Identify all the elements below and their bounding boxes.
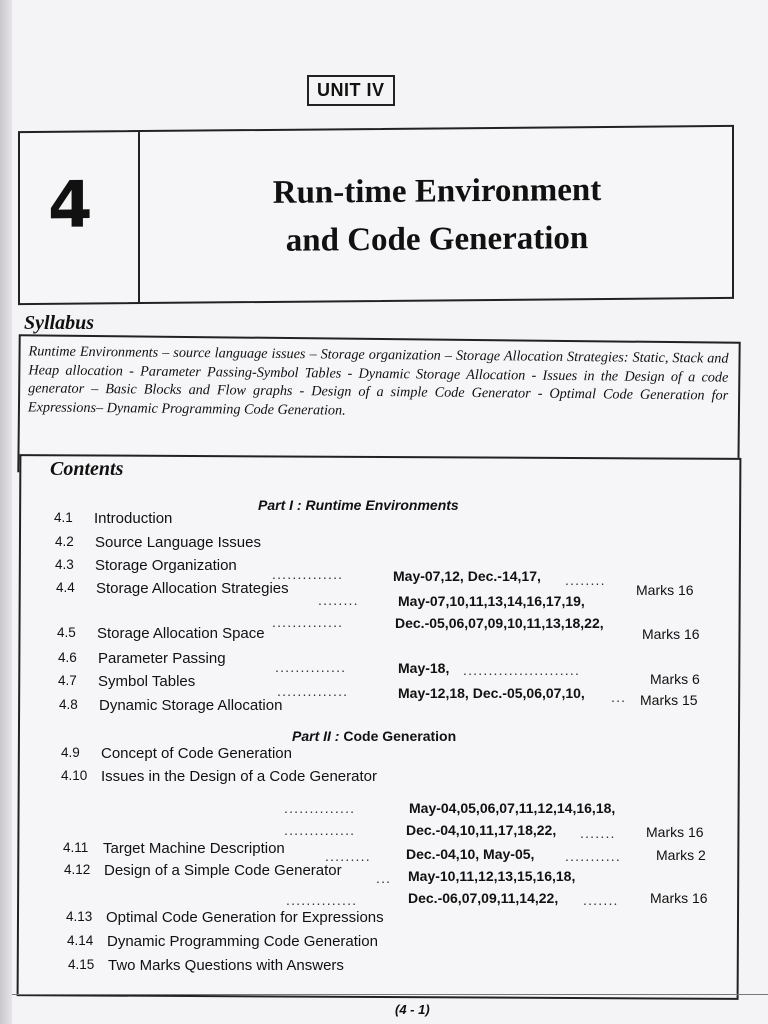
toc-number: 4.15 <box>68 957 95 972</box>
toc-number: 4.14 <box>67 933 94 948</box>
toc-title: Dynamic Programming Code Generation <box>107 933 378 950</box>
part1-prefix: Part I : <box>258 497 302 513</box>
marks: Marks 15 <box>640 692 698 708</box>
leader-dots: .............. <box>272 566 344 582</box>
chapter-number: 4 <box>48 168 93 243</box>
toc-title: Storage Organization <box>95 557 237 574</box>
part1-heading <box>258 497 459 513</box>
toc-title: Design of a Simple Code Generator <box>104 862 342 879</box>
marks: Marks 2 <box>656 847 706 863</box>
syllabus-heading: Syllabus <box>24 312 95 334</box>
toc-number: 4.4 <box>56 580 75 595</box>
toc-number: 4.11 <box>63 840 89 855</box>
toc-title: Issues in the Design of a Code Generator <box>101 768 377 785</box>
leader-dots: ........ <box>318 592 359 608</box>
toc-title: Source Language Issues <box>95 534 261 551</box>
toc-title: Storage Allocation Strategies <box>96 580 289 597</box>
chapter-title-line1: Run-time Environment <box>272 172 602 211</box>
marks: Marks 16 <box>636 582 694 598</box>
toc-number: 4.2 <box>55 534 74 549</box>
exam-years: May-12,18, Dec.-05,06,07,10, <box>398 685 585 701</box>
toc-title: Dynamic Storage Allocation <box>99 697 283 714</box>
leader-dots: .............. <box>286 892 358 908</box>
marks: Marks 6 <box>650 671 700 687</box>
page-number: (4 - 1) <box>395 1002 430 1017</box>
part2-title: Code Generation <box>343 728 457 744</box>
contents-heading: Contents <box>50 458 124 480</box>
marks: Marks 16 <box>646 824 704 840</box>
leader-dots: .............. <box>284 800 356 816</box>
leader-dots: ... <box>376 870 392 886</box>
chapter-number-cell <box>20 132 140 303</box>
toc-number: 4.5 <box>57 625 76 640</box>
exam-years: Dec.-05,06,07,09,10,11,13,18,22, <box>395 615 604 631</box>
leader-dots: .............. <box>272 614 344 630</box>
toc-title: Storage Allocation Space <box>97 625 265 642</box>
part1-title: Runtime Environments <box>305 497 459 513</box>
exam-years: May-07,12, Dec.-14,17, <box>393 568 541 584</box>
leader-dots: ......... <box>325 848 371 864</box>
toc-title: Two Marks Questions with Answers <box>108 957 344 974</box>
toc-number: 4.10 <box>61 768 88 783</box>
toc-number: 4.1 <box>54 510 73 525</box>
part2-heading <box>292 728 456 744</box>
leader-dots: .............. <box>284 822 356 838</box>
exam-years: May-10,11,12,13,15,16,18, <box>408 868 576 884</box>
unit-label: UNIT IV <box>307 75 395 106</box>
toc-number: 4.7 <box>58 673 77 688</box>
leader-dots: .............. <box>275 659 347 675</box>
leader-dots: ........... <box>565 848 621 864</box>
toc-title: Introduction <box>94 510 173 527</box>
chapter-title <box>142 165 732 266</box>
exam-years: May-18, <box>398 660 450 676</box>
exam-years: May-07,10,11,13,14,16,17,19, <box>398 593 585 609</box>
exam-years: Dec.-04,10,11,17,18,22, <box>406 822 557 838</box>
toc-number: 4.3 <box>55 557 74 572</box>
leader-dots: ....... <box>580 825 616 841</box>
exam-years: Dec.-04,10, May-05, <box>406 846 535 862</box>
chapter-banner <box>18 125 734 305</box>
leader-dots: ....... <box>583 892 619 908</box>
leader-dots: ....................... <box>463 662 581 678</box>
toc-title: Optimal Code Generation for Expressions <box>106 909 384 926</box>
part2-prefix: Part II : <box>292 728 340 744</box>
marks: Marks 16 <box>642 626 700 642</box>
toc-number: 4.6 <box>58 650 77 665</box>
chapter-title-line2: and Code Generation <box>285 220 589 259</box>
toc-title: Concept of Code Generation <box>101 745 292 762</box>
leader-dots: ... <box>611 689 627 705</box>
toc-number: 4.13 <box>66 909 93 924</box>
toc-number: 4.12 <box>64 862 91 877</box>
toc-title: Target Machine Description <box>103 840 285 857</box>
book-spine-shadow <box>0 0 12 1024</box>
exam-years: May-04,05,06,07,11,12,14,16,18, <box>409 800 616 816</box>
toc-title: Parameter Passing <box>98 650 226 667</box>
toc-number: 4.8 <box>59 697 78 712</box>
marks: Marks 16 <box>650 890 708 906</box>
leader-dots: ........ <box>565 572 606 588</box>
leader-dots: .............. <box>277 683 349 699</box>
syllabus-text: Runtime Environments – source language issues – Storage organization – Storage Allocation Strategies: Static, Stack and Heap allocation - Parameter Passing-Symbol Tables - Dynamic Storage Allocation - Issues in the Design of a code generator – Basic Blocks and Flow graphs - Design of a simple Code Generator - Optimal Code Generation for Expressions– Dynamic Programming Code Generation. <box>27 343 729 419</box>
exam-years: Dec.-06,07,09,11,14,22, <box>408 890 559 906</box>
toc-number: 4.9 <box>61 745 80 760</box>
footer-rule <box>12 994 768 995</box>
toc-title: Symbol Tables <box>98 673 196 690</box>
